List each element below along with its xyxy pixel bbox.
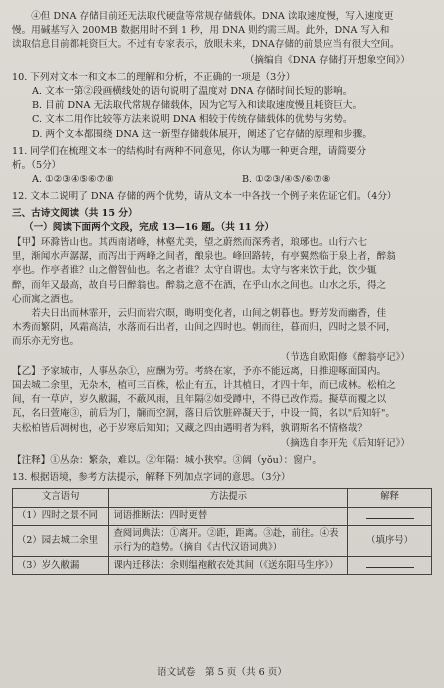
hint-cell: 词语推断法：四时更替 [109, 507, 348, 525]
source-citation: （节选自欧阳修《醉翁亭记》） [280, 351, 410, 363]
answer-cell[interactable] [348, 557, 432, 575]
passage-line: 心而寓之酒也。 [12, 293, 80, 305]
option-b: B. ①②③/④⑤/⑥⑦⑧ [242, 174, 331, 186]
question-stem: 11. 同学们在梳理文本一的结构时有两种不同意见，你认为哪一种更合理，请简要分 [12, 145, 367, 157]
option-b: B. 目前 DNA 无法取代常规存储载体，因为它写入和读取速度慢且耗资巨大。 [32, 100, 363, 112]
passage-line: 国去城二余里，无杂木，植可三百株，松止有五，计其植日，才四十年，而已成林。松柏之 [12, 380, 396, 392]
sentence-cell: （3）岁久敝漏 [13, 557, 109, 575]
table-row [13, 557, 432, 575]
passage-jia [12, 236, 432, 365]
passage-line: 间，有一草庐，岁久敝漏，不蔽风雨，且年隔②如受蹲中，不得已改作焉。擬草而覆之以 [12, 394, 387, 406]
passage-yi [12, 365, 432, 451]
answer-cell[interactable] [348, 507, 432, 525]
table-row [13, 507, 432, 525]
text-line: ④但 DNA 存储目前还无法取代硬盘等常规存储载体。DNA 读取速度慢，写入速度更 [31, 11, 394, 22]
hint-cell: 查阅词典法：①离开。②距，距离。③赴，前往。④表示行为的趋势。（摘自《古代汉语词典》） [109, 525, 348, 556]
source-citation: （摘选自李开先《后知轩记》） [280, 437, 410, 449]
answer-table [12, 488, 432, 576]
section-subtitle: （一）阅读下面两个文段，完成 13—16 题。（共 11 分） [24, 221, 275, 233]
answer-cell[interactable] [348, 525, 432, 556]
option-a: A. ①②③④⑤⑥⑦⑧ [32, 174, 114, 186]
sentence-cell: （2）园去城二余里 [13, 525, 109, 556]
table-row [13, 525, 432, 556]
option-a: A. 文本一第②段画横线处的语句说明了温度对 DNA 存储时间长短的影响。 [32, 86, 353, 98]
option-c: C. 文本二用作比较等方法来说明 DNA 相较于传统存储载体的优势与劣势。 [32, 114, 353, 126]
question-stem: 12. 文本二说明了 DNA 存储的两个优势，请从文本一中各找一个例子来佐证它们。（4分） [12, 191, 397, 203]
passage-line: 瓦，名曰萱庵③，前后为门，牖而空洞，落日后饮脏碎凝天于，中设一简，名以"后知轩"。 [12, 408, 395, 420]
passage-line: 若夫日出而林霏开，云归而岩穴暝，晦明变化者，山间之朝暮也。野芳发而幽香，佳 [31, 308, 387, 320]
passage-line: 【乙】予家城市，人事丛杂①，应酬为劳。考終在家，予亦不能远离，日推迎啄面国内。 [12, 365, 387, 377]
section-three [12, 207, 432, 235]
answer-hint: （填序号） [366, 534, 414, 546]
hint-cell: 课内迁移法：余则缊袍敝衣处其间（《送东阳马生序》） [109, 557, 348, 575]
column-header: 文言语句 [13, 488, 109, 507]
passage-line: 亭也。作亭者谁？山之僧智仙也。名之者谁？太守自谓也。太守与客来饮于此，饮少辄 [12, 265, 377, 277]
text-line: 慢。用碱基写入 200MB 数据用时不到 1 秒，用 DNA 则约需三周。此外，DNA 写入和 [12, 25, 390, 37]
passage-line: 【甲】环滁皆山也。其西南诸峰，林壑尤美，望之蔚然而深秀者，琅琊也。山行六七 [12, 237, 367, 249]
passage-line: 夫松柏皆后凋树也，必于岁寒后知知；又藏之四由遇明者为料，孰谓斯名不情格哉？ [12, 422, 367, 434]
sentence-cell: （1）四时之景不同 [13, 507, 109, 525]
passage-line: 里，渐闻水声潺潺，而泻出于两峰之间者，酿泉也。峰回路转，有亭翼然临于泉上者，醉翁 [12, 251, 396, 263]
answer-blank[interactable] [366, 509, 414, 519]
column-header: 方法提示 [109, 488, 348, 507]
column-header: 解释 [348, 488, 432, 507]
passage-line: 而乐亦无穷也。 [12, 336, 80, 348]
answer-blank[interactable] [366, 558, 414, 568]
source-citation: （摘编自《DNA 存储打开想象空间》） [244, 54, 410, 66]
question-10 [12, 71, 432, 142]
question-13 [12, 471, 432, 575]
page-footer: 语文试卷 第 5 页（共 6 页） [157, 666, 287, 678]
top-passage [12, 10, 432, 68]
question-12 [12, 190, 432, 204]
question-stem-cont: 析。（5分） [12, 160, 62, 172]
question-stem: 10. 下列对文本一和文本二的理解和分析，不正确的一项是（3分） [12, 71, 296, 83]
question-11 [12, 145, 432, 188]
option-row [12, 173, 432, 187]
section-title: 三、古诗文阅读（共 15 分） [12, 207, 138, 219]
option-d: D. 两个文本都围绕 DNA 这一新型存储载体展开，阐述了它存储的原理和步骤。 [32, 128, 372, 140]
passage-line: 醉，而年又最高，故自号曰醉翁也。醉翁之意不在酒，在乎山水之间也。山水之乐，得之 [12, 279, 387, 291]
text-line: 读取信息目前都耗资巨大。不过有专家表示，放眼未来，DNA存储的前景应当有很大空间。 [12, 39, 400, 51]
annotation-notes: 【注释】①丛杂：繁杂，难以。②年隔：城小狭窄。③阔（yǒu）：窗户。 [12, 455, 322, 467]
passage-line: 木秀而繁阴，风霜高洁，水落而石出者，山间之四时也。朝而往，暮而归，四时之景不同， [12, 322, 396, 334]
table-header-row [13, 488, 432, 507]
question-stem: 13. 根据语境，参考方法提示，解释下列加点字词的意思。（3分） [12, 472, 291, 484]
